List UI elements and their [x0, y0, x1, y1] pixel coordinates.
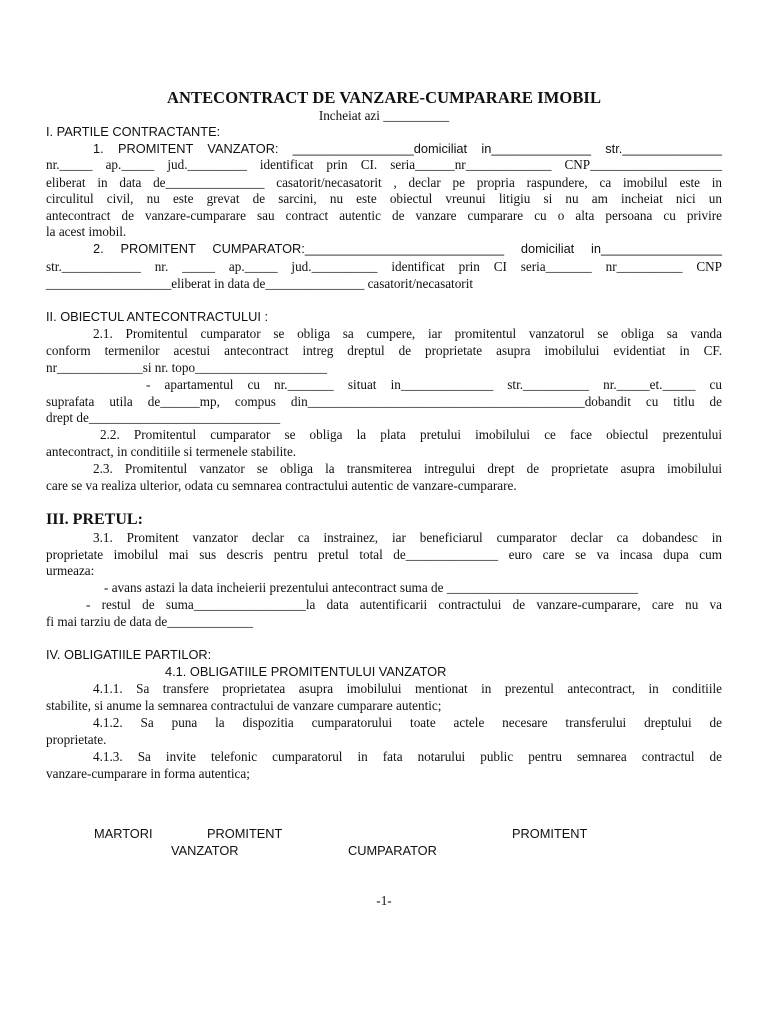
paragraph-line: - restul de suma_________________la data autentificarii contractului de vanzare-cumparare, care nu va	[86, 597, 722, 612]
section-heading: IV. OBLIGATIILE PARTILOR:	[46, 647, 212, 662]
paragraph-line: 4.1.3. Sa invite telefonic cumparatorul in fata notarului public pentru semnarea contractul de	[93, 749, 722, 764]
paragraph-line: 2.2. Promitentul cumparator se obliga la plata pretului imobilului ce face obiectul prezentului	[100, 427, 722, 442]
paragraph-line: ___________________eliberat in data de_______________ casatorit/necasatorit	[46, 276, 474, 291]
paragraph-line: conform termenilor acestui antecontract intreg dreptul de proprietate asupra imobilului evidentiat in CF.	[46, 343, 722, 358]
paragraph-line: eliberat in data de_______________ casatorit/necasatorit , declar pe propria raspundere, ca imobilul este in	[46, 175, 722, 190]
paragraph-line: 4.1.2. Sa puna la dispozitia cumparatorului toate actele necesare transferului dreptului de	[93, 715, 722, 730]
paragraph-line: drept de_____________________________	[46, 410, 281, 425]
paragraph-line: fi mai tarziu de data de_____________	[46, 614, 253, 629]
paragraph-line: nr._____ ap._____ jud._________ identificat prin CI. seria______nr_____________ CNP____________________	[46, 157, 722, 172]
paragraph-line: care se va realiza ulterior, odata cu semnarea contractului autentic de vanzare-cumparare.	[46, 478, 517, 493]
paragraph-line: stabilite, si anume la semnarea contractului de vanzare cumparare autentic;	[46, 698, 442, 713]
paragraph-line: 1. PROMITENT VANZATOR: _________________domiciliat in______________ str.______________	[93, 141, 722, 156]
paragraph-line: urmeaza:	[46, 563, 95, 578]
signature-vanzator: VANZATOR	[171, 843, 239, 858]
paragraph-line: proprietate imobilul mai sus descris pentru pretul total de______________ euro care se va incasa dupa cum	[46, 547, 722, 562]
paragraph-line: circulitul civil, nu este grevat de sarcini, nu este obiectul vreunui litigiu si nu am incheiat nici un	[46, 191, 722, 206]
paragraph-line: proprietate.	[46, 732, 107, 747]
paragraph-line: 2.1. Promitentul cumparator se obliga sa cumpere, iar promitentul vanzatorul se obliga sa vanda	[93, 326, 722, 341]
section-heading: II. OBIECTUL ANTECONTRACTULUI :	[46, 309, 269, 324]
section-heading: III. PRETUL:	[46, 511, 143, 528]
paragraph-line: antecontract de vanzare-cumparare sau contract autentic de vanzare cumparare cu o alta persoana cu privire	[46, 208, 722, 223]
signature-promitent-cumparator: PROMITENT	[512, 826, 588, 841]
subsection-heading: 4.1. OBLIGATIILE PROMITENTULUI VANZATOR	[165, 664, 447, 679]
paragraph-line: 3.1. Promitent vanzator declar ca instrainez, iar beneficiarul cumparator declar ca dobandesc in	[93, 530, 722, 545]
paragraph-line: 2. PROMITENT CUMPARATOR:____________________________ domiciliat in_________________	[93, 241, 722, 256]
document-title: ANTECONTRACT DE VANZARE-CUMPARARE IMOBIL	[166, 88, 602, 107]
paragraph-line: 2.3. Promitentul vanzator se obliga la transmiterea intregului drept de proprietate asupra imobilului	[93, 461, 722, 476]
paragraph-line: la acest imobil.	[46, 224, 127, 239]
section-heading: I. PARTILE CONTRACTANTE:	[46, 124, 221, 139]
paragraph-line: suprafata utila de______mp, compus din__________________________________________dobandit cu titlu de	[46, 394, 722, 409]
paragraph-line: str.____________ nr. _____ ap._____ jud.__________ identificat prin CI seria_______ nr__________ CNP	[46, 259, 722, 274]
paragraph-line: antecontract, in conditiile si termenele stabilite.	[46, 444, 297, 459]
paragraph-line: - apartamentul cu nr._______ situat in______________ str.__________ nr._____et._____ cu	[146, 377, 722, 392]
paragraph-line: - avans astazi la data incheierii prezentului antecontract suma de _____________________________	[104, 580, 638, 595]
document-subtitle: Incheiat azi __________	[318, 108, 450, 123]
paragraph-line: vanzare-cumparare in forma autentica;	[46, 766, 250, 781]
paragraph-line: 4.1.1. Sa transfere proprietatea asupra imobilului mentionat in prezentul antecontract, in conditiile	[93, 681, 722, 696]
page-number: -1-	[376, 893, 392, 908]
paragraph-line: nr_____________si nr. topo____________________	[46, 360, 327, 375]
signature-martori: MARTORI	[94, 826, 153, 841]
signature-cumparator: CUMPARATOR	[348, 843, 437, 858]
signature-promitent-vanzator: PROMITENT	[207, 826, 283, 841]
